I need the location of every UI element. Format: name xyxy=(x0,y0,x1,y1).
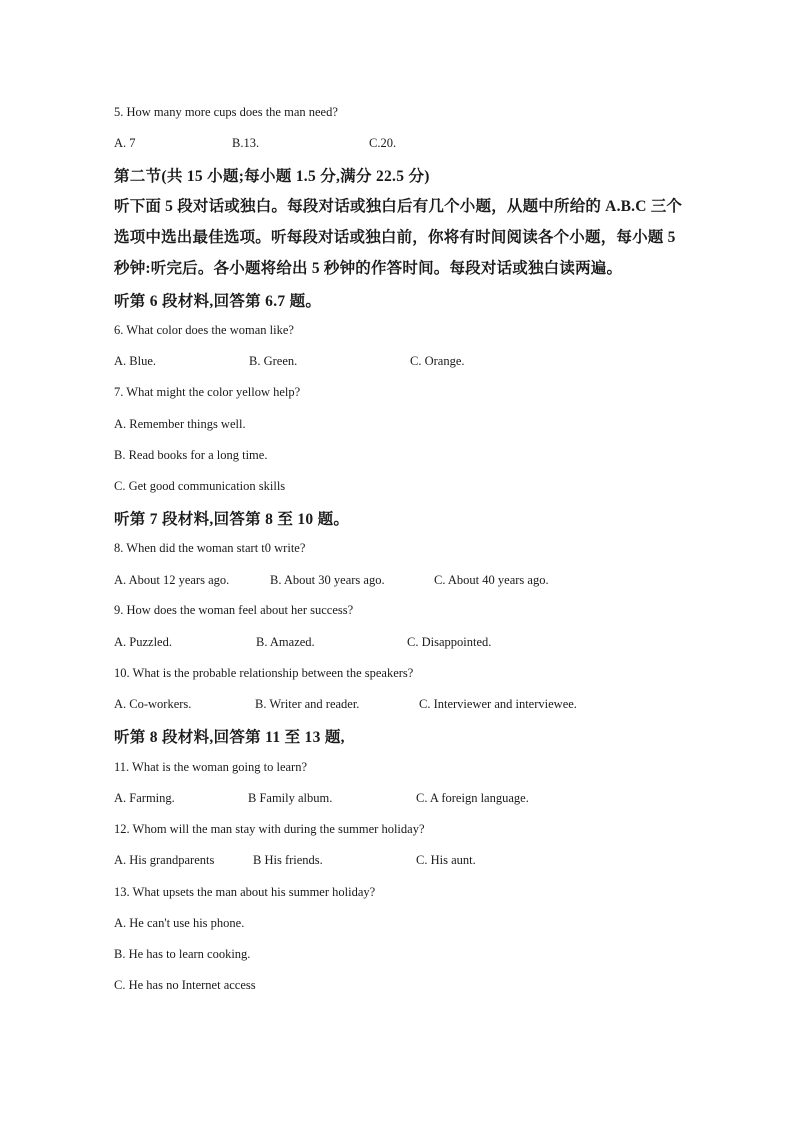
option-c: C. He has no Internet access xyxy=(114,978,256,992)
material-heading: 听第 7 段材料,回答第 8 至 10 题。 xyxy=(114,511,350,528)
question-8-options xyxy=(114,573,714,589)
question-5-options xyxy=(114,136,714,152)
option-c: C. A foreign language. xyxy=(416,791,529,805)
option-a: A. Puzzled. xyxy=(114,635,172,649)
option-b: B. He has to learn cooking. xyxy=(114,947,251,961)
question-10: 10. What is the probable relationship between the speakers? xyxy=(114,666,414,680)
question-13: 13. What upsets the man about his summer holiday? xyxy=(114,885,376,899)
material-heading: 听第 6 段材料,回答第 6.7 题。 xyxy=(114,293,322,310)
question-5: 5. How many more cups does the man need? xyxy=(114,105,338,119)
question-6: 6. What color does the woman like? xyxy=(114,323,294,337)
option-a: A. Remember things well. xyxy=(114,417,246,431)
option-b: B. Writer and reader. xyxy=(255,697,360,711)
question-8: 8. When did the woman start t0 write? xyxy=(114,541,306,555)
section-title: 第二节(共 15 小题;每小题 1.5 分,满分 22.5 分) xyxy=(114,168,430,185)
option-b: B. Amazed. xyxy=(256,635,315,649)
option-a: A. Farming. xyxy=(114,791,175,805)
option-c: C. His aunt. xyxy=(416,853,476,867)
option-b: B Family album. xyxy=(248,791,333,805)
option-a: A. He can't use his phone. xyxy=(114,916,245,930)
section-instruction: 听下面 5 段对话或独白。每段对话或独白后有几个小题，从题中所给的 A.B.C 三个选项中选出最佳选项。听每段对话或独白前，你将有时间阅读各个小题，每小题 5 秒钟:听完后。各小题将给出 5 秒钟的作答时间。每段对话或独白读两遍。 xyxy=(114,198,683,277)
question-7: 7. What might the color yellow help? xyxy=(114,385,301,399)
option-c: C. Orange. xyxy=(410,354,465,368)
option-a: A. About 12 years ago. xyxy=(114,573,230,587)
option-b: B His friends. xyxy=(253,853,323,867)
question-11-options xyxy=(114,791,714,807)
option-c: C. About 40 years ago. xyxy=(434,573,549,587)
question-12-options xyxy=(114,853,714,869)
option-c: C. Get good communication skills xyxy=(114,479,286,493)
option-b: B.13. xyxy=(232,136,260,150)
option-a: A. Co-workers. xyxy=(114,697,192,711)
question-11: 11. What is the woman going to learn? xyxy=(114,760,308,774)
question-6-options xyxy=(114,354,714,370)
question-9: 9. How does the woman feel about her success? xyxy=(114,603,354,617)
option-c: C.20. xyxy=(369,136,397,150)
option-b: B. Read books for a long time. xyxy=(114,448,268,462)
material-heading: 听第 8 段材料,回答第 11 至 13 题, xyxy=(114,729,345,746)
option-a: A. 7 xyxy=(114,136,136,150)
option-c: C. Interviewer and interviewee. xyxy=(419,697,577,711)
option-a: A. His grandparents xyxy=(114,853,215,867)
question-9-options xyxy=(114,635,714,651)
option-a: A. Blue. xyxy=(114,354,157,368)
option-b: B. About 30 years ago. xyxy=(270,573,385,587)
question-12: 12. Whom will the man stay with during the summer holiday? xyxy=(114,822,425,836)
option-b: B. Green. xyxy=(249,354,298,368)
question-10-options xyxy=(114,697,714,713)
option-c: C. Disappointed. xyxy=(407,635,492,649)
